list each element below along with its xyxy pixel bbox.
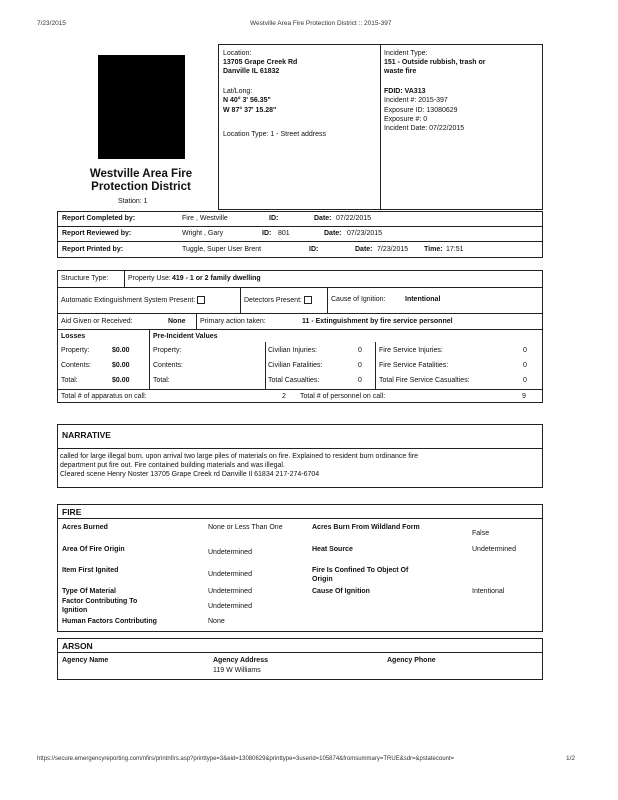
auto-ext-checkbox[interactable] xyxy=(197,296,205,304)
property-use: 419 - 1 or 2 family dwelling xyxy=(172,275,261,282)
fdid: FDID: VA313 xyxy=(384,88,426,95)
divider xyxy=(57,287,543,288)
agency-address: 119 W Williams xyxy=(213,667,261,674)
factor-label-1: Factor Contributing To xyxy=(62,598,138,605)
arson-box xyxy=(57,638,543,680)
property-label: Property: xyxy=(61,347,90,354)
arson-header: ARSON xyxy=(62,641,93,651)
civ-fatalities: 0 xyxy=(358,362,362,369)
acres-wildland-label: Acres Burn From Wildland Form xyxy=(312,524,420,531)
fs-total-label: Total Fire Service Casualties: xyxy=(379,377,470,384)
item-first: Undetermined xyxy=(208,571,252,578)
printed-label: Report Printed by: xyxy=(62,246,124,253)
divider xyxy=(327,287,328,313)
cause-ignition-label: Cause Of Ignition xyxy=(312,588,370,595)
print-title: Westville Area Fire Protection District :: 2015-397 xyxy=(250,20,392,27)
acres-wildland: False xyxy=(472,530,490,537)
human-factors: None xyxy=(208,618,225,625)
divider xyxy=(57,313,543,314)
incident-date: Incident Date: 07/22/2015 xyxy=(384,125,465,132)
fs-total: 0 xyxy=(523,377,527,384)
agency-phone-label: Agency Phone xyxy=(387,657,436,664)
pre-contents-label: Contents: xyxy=(153,362,183,369)
pre-property-label: Property: xyxy=(153,347,182,354)
page-number: 1/2 xyxy=(566,755,576,762)
narrative-line-1: called for large illegal burn. upon arrival two large piles of materials on fire. Explained to resident burn ordinance fire xyxy=(60,453,418,460)
printed-time-label: Time: xyxy=(424,246,443,253)
reviewed-label: Report Reviewed by: xyxy=(62,230,132,237)
cause-value: Intentional xyxy=(405,296,441,303)
agency-address-label: Agency Address xyxy=(213,657,268,664)
confined-label-2: Origin xyxy=(312,576,333,583)
completed-name: Fire , Westville xyxy=(182,215,228,222)
divider xyxy=(57,389,543,390)
completed-date: 07/22/2015 xyxy=(336,215,372,222)
divider xyxy=(196,313,197,329)
total-label: Total: xyxy=(61,377,78,384)
completed-date-label: Date: xyxy=(314,215,332,222)
location-label: Location: xyxy=(223,50,252,57)
acres-burned: None or Less Than One xyxy=(208,524,283,531)
personnel-value: 9 xyxy=(522,393,526,400)
primary-action-label: Primary action taken: xyxy=(200,318,266,325)
personnel-label: Total # of personnel on call: xyxy=(300,393,386,400)
divider xyxy=(57,226,543,227)
losses-header: Losses xyxy=(61,333,86,340)
divider xyxy=(57,329,543,330)
fs-fatalities-label: Fire Service Fatalities: xyxy=(379,362,449,369)
civ-injuries: 0 xyxy=(358,347,362,354)
total-casualties: 0 xyxy=(358,377,362,384)
heat-source-label: Heat Source xyxy=(312,546,353,553)
aid-label: Aid Given or Received: xyxy=(61,318,133,325)
apparatus-label: Total # of apparatus on call: xyxy=(61,393,147,400)
type-material-label: Type Of Material xyxy=(62,588,116,595)
narrative-header: NARRATIVE xyxy=(62,430,111,440)
fs-injuries-label: Fire Service Injuries: xyxy=(379,347,443,354)
print-date: 7/23/2015 xyxy=(37,20,66,27)
apparatus-value: 2 xyxy=(282,393,286,400)
reviewed-date: 07/23/2015 xyxy=(347,230,383,237)
primary-action: 11 - Extinguishment by fire service personnel xyxy=(302,318,453,325)
structure-type-label: Structure Type: xyxy=(61,275,109,282)
property-value: $0.00 xyxy=(112,347,130,354)
completed-id-label: ID: xyxy=(269,215,279,222)
narrative-line-3: Cleared scene Henry Noster 13705 Grape Creek rd Danville Il 61834 217-274-6704 xyxy=(60,471,320,478)
cause-ignition: Intentional xyxy=(472,588,505,595)
print-url[interactable]: https://secure.emergencyreporting.com/nfirs/printnfirs.asp?printtype=3&eid=13080629&printtype=3userid=105874&fromsummary=TRUE&sdr=&pstatecount= xyxy=(37,756,455,762)
printed-id-label: ID: xyxy=(309,246,319,253)
latlong-label: Lat/Long: xyxy=(223,88,253,95)
property-use-label: Property Use: xyxy=(128,275,171,282)
printed-date: 7/23/2015 xyxy=(377,246,409,253)
reviewed-date-label: Date: xyxy=(324,230,342,237)
divider xyxy=(57,241,543,242)
fs-fatalities: 0 xyxy=(523,362,527,369)
cause-label: Cause of Ignition: xyxy=(331,296,386,303)
incident-type-1: 151 - Outside rubbish, trash or xyxy=(384,59,486,66)
civ-injuries-label: Civilian Injuries: xyxy=(268,347,318,354)
divider xyxy=(240,287,241,313)
aid-value: None xyxy=(168,318,186,325)
detectors-text: Detectors Present: xyxy=(244,296,302,304)
exposure-id: Exposure ID: 13080629 xyxy=(384,107,458,114)
printed-time: 17:51 xyxy=(446,246,464,253)
location-address1: 13705 Grape Creek Rd xyxy=(223,59,298,66)
contents-label: Contents: xyxy=(61,362,91,369)
divider xyxy=(380,44,381,210)
total-casualties-label: Total Casualties: xyxy=(268,377,320,384)
divider xyxy=(57,448,543,449)
divider xyxy=(124,270,125,287)
detectors-checkbox[interactable] xyxy=(304,296,312,304)
redacted-logo xyxy=(98,55,185,159)
fs-injuries: 0 xyxy=(523,347,527,354)
pre-total-label: Total: xyxy=(153,377,170,384)
human-factors-label: Human Factors Contributing xyxy=(62,618,157,625)
reviewed-id-label: ID: xyxy=(262,230,272,237)
area-origin-label: Area Of Fire Origin xyxy=(62,546,125,553)
fire-box xyxy=(57,504,543,632)
completed-label: Report Completed by: xyxy=(62,215,136,222)
acres-burned-label: Acres Burned xyxy=(62,524,108,531)
detectors-label xyxy=(244,296,312,305)
longitude: W 87° 37' 15.28" xyxy=(223,107,277,114)
pre-incident-header: Pre-Incident Values xyxy=(153,333,218,340)
location-type: Location Type: 1 - Street address xyxy=(223,131,326,138)
latitude: N 40° 3' 56.35" xyxy=(223,97,271,104)
confined-label-1: Fire Is Confined To Object Of xyxy=(312,567,409,574)
exposure-number: Exposure #: 0 xyxy=(384,116,428,123)
reviewed-name: Wright , Gary xyxy=(182,230,224,237)
agency-name-label: Agency Name xyxy=(62,657,109,664)
reviewed-id: 801 xyxy=(278,230,290,237)
fire-header: FIRE xyxy=(62,507,82,517)
civ-fatalities-label: Civilian Fatalities: xyxy=(268,362,323,369)
factor-label-2: Ignition xyxy=(62,607,88,614)
divider xyxy=(149,329,150,389)
contents-value: $0.00 xyxy=(112,362,130,369)
station: Station: 1 xyxy=(118,198,148,205)
divider xyxy=(57,518,543,519)
auto-ext-label xyxy=(61,296,205,305)
printed-date-label: Date: xyxy=(355,246,373,253)
incident-number: Incident #: 2015-397 xyxy=(384,97,448,104)
factor: Undetermined xyxy=(208,603,252,610)
total-value: $0.00 xyxy=(112,377,130,384)
printed-name: Tuggle, Super User Brent xyxy=(182,246,262,253)
incident-type-2: waste fire xyxy=(384,68,417,75)
location-address2: Danville IL 61832 xyxy=(223,68,280,75)
auto-ext-text: Automatic Extinguishment System Present: xyxy=(61,296,196,304)
divider xyxy=(57,652,543,653)
area-origin: Undetermined xyxy=(208,549,252,556)
divider xyxy=(265,342,266,389)
type-material: Undetermined xyxy=(208,588,252,595)
org-name: Westville Area Fire Protection District xyxy=(89,168,193,193)
narrative-line-2: department put fire out. Fire contained building materials and was illegal. xyxy=(60,462,285,469)
divider xyxy=(375,342,376,389)
heat-source: Undetermined xyxy=(472,546,516,553)
item-first-label: Item First Ignited xyxy=(62,567,119,574)
incident-type-label: Incident Type: xyxy=(384,50,428,57)
